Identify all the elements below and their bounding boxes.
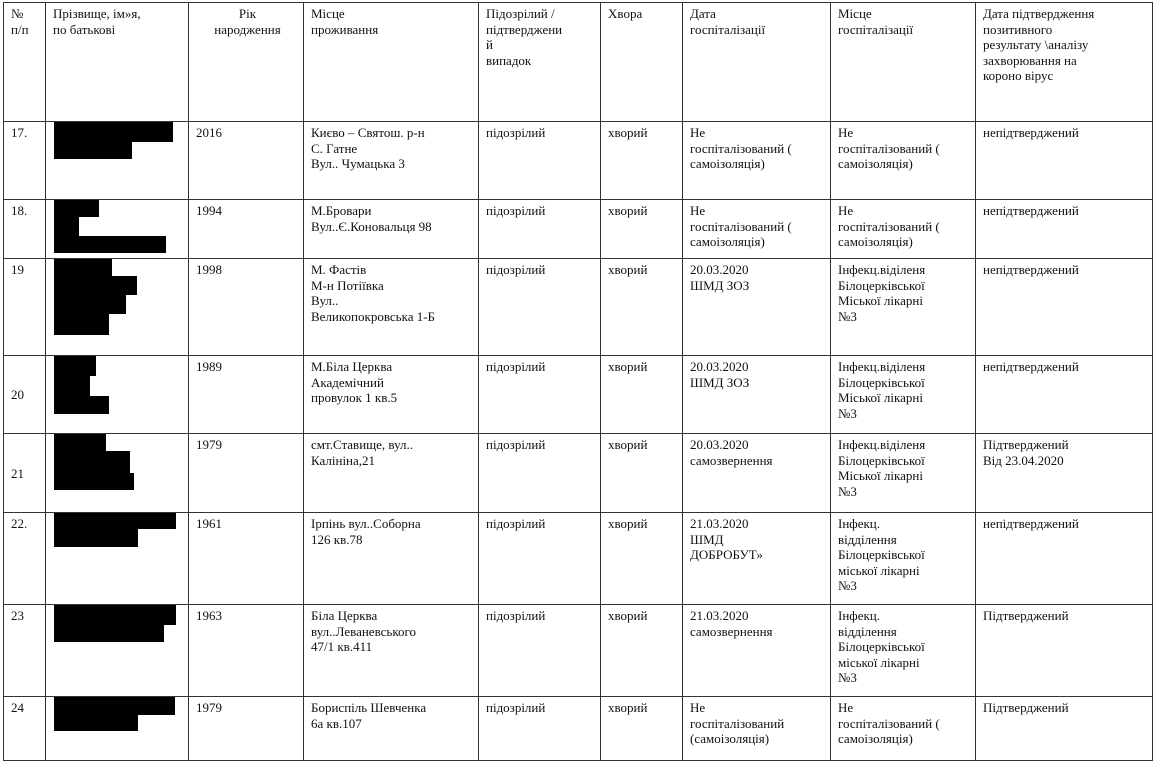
cell-suspect: [479, 605, 601, 697]
cell-sick: [601, 697, 683, 761]
row-number: 22.: [11, 516, 28, 531]
hosp-place-line: Інфекц.: [838, 516, 881, 531]
hosp-place-line: Не: [838, 203, 854, 218]
cell-name: [46, 200, 189, 259]
sick-value: хворий: [608, 203, 648, 218]
hosp-date-line: ДОБРОБУТ»: [690, 547, 763, 562]
residence-line: 6а кв.107: [311, 715, 362, 731]
year-value: 1961: [196, 516, 222, 531]
sick-value: хворий: [608, 359, 648, 374]
cell-sick: [601, 122, 683, 200]
cell-hosp-date: [683, 259, 831, 356]
cell-year: [189, 605, 304, 697]
header-text-line: Дата підтвердження: [983, 6, 1095, 21]
cell-name: [46, 434, 189, 513]
cell-residence: [304, 122, 479, 200]
cell-confirm: [976, 513, 1153, 605]
residence-line: Великопокровська 1-Б: [311, 308, 436, 324]
hosp-date-line: госпіталізований (: [690, 140, 792, 156]
cell-num: [4, 200, 46, 259]
cell-residence: [304, 513, 479, 605]
cell-hosp-place: [831, 434, 976, 513]
hosp-place-line: міської лікарні: [838, 562, 920, 578]
residence-line: Калініна,21: [311, 452, 376, 468]
sick-value: хворий: [608, 125, 648, 140]
hosp-place-line: госпіталізований (: [838, 140, 940, 156]
table-header-row: [4, 3, 1153, 122]
hosp-date-line: Не: [690, 125, 706, 140]
cell-confirm: [976, 200, 1153, 259]
cell-suspect: [479, 697, 601, 761]
suspect-value: підозрілий: [486, 262, 546, 277]
header-name: [46, 3, 189, 122]
cell-num: [4, 434, 46, 513]
cell-num: [4, 697, 46, 761]
cell-hosp-place: [831, 513, 976, 605]
hosp-place-line: Білоцерківської: [838, 452, 925, 468]
hosp-date-line: 20.03.2020: [690, 359, 749, 374]
header-text-line: випадок: [486, 52, 532, 68]
header-suspect: [479, 3, 601, 122]
cell-hosp-date: [683, 434, 831, 513]
hosp-place-line: Білоцерківської: [838, 277, 925, 293]
header-text-line: госпіталізації: [690, 21, 766, 37]
sick-value: хворий: [608, 437, 648, 452]
hosp-date-line: 21.03.2020: [690, 516, 749, 531]
header-text-line: Місце: [311, 6, 345, 21]
hosp-date-line: самоізоляція): [690, 156, 765, 171]
header-text-line: результату \аналізу: [983, 37, 1089, 52]
header-year: [189, 3, 304, 122]
cell-suspect: [479, 513, 601, 605]
header-text-line: госпіталізації: [838, 21, 914, 37]
cell-year: [189, 122, 304, 200]
suspect-value: підозрілий: [486, 203, 546, 218]
suspect-value: підозрілий: [486, 359, 546, 374]
cell-year: [189, 200, 304, 259]
redacted-name: [46, 122, 188, 199]
residence-line: Бориспіль Шевченка: [311, 700, 427, 715]
cell-suspect: [479, 434, 601, 513]
hosp-place-line: госпіталізований (: [838, 218, 940, 234]
confirm-line: Підтверджений: [983, 437, 1069, 452]
hosp-place-line: Інфекц.віділеня: [838, 262, 926, 277]
hosp-date-line: самозвернення: [690, 452, 773, 468]
cell-num: [4, 605, 46, 697]
cell-hosp-place: [831, 356, 976, 434]
header-num: [4, 3, 46, 122]
hosp-place-line: Інфекц.віділеня: [838, 437, 926, 452]
cell-hosp-date: [683, 356, 831, 434]
cell-residence: [304, 697, 479, 761]
year-value: 1989: [196, 359, 222, 374]
hosp-date-line: Не: [690, 203, 706, 218]
header-text-line: проживання: [311, 21, 379, 37]
hosp-place-line: №3: [838, 578, 857, 593]
residence-line: С. Гатне: [311, 140, 358, 156]
row-number: 23: [11, 608, 24, 623]
cell-year: [189, 356, 304, 434]
cell-residence: [304, 356, 479, 434]
table-row: [4, 434, 1153, 513]
hosp-place-line: Міської лікарні: [838, 293, 923, 308]
cell-suspect: [479, 200, 601, 259]
cell-hosp-date: [683, 513, 831, 605]
year-value: 1979: [196, 700, 222, 715]
sick-value: хворий: [608, 262, 648, 277]
header-sick: [601, 3, 683, 122]
redacted-name: [46, 356, 188, 433]
header-text-line: п/п: [11, 21, 29, 37]
sick-value: хворий: [608, 608, 648, 623]
year-value: 1994: [196, 203, 222, 218]
hosp-place-line: Білоцерківської: [838, 374, 925, 390]
hosp-date-line: 21.03.2020: [690, 608, 749, 623]
patients-table: [3, 2, 1153, 761]
cell-residence: [304, 259, 479, 356]
row-number: 21: [11, 465, 24, 481]
confirm-line: непідтверджений: [983, 516, 1079, 531]
cell-num: [4, 356, 46, 434]
header-text-line: Рік: [238, 6, 257, 21]
year-value: 1963: [196, 608, 222, 623]
cell-sick: [601, 513, 683, 605]
cell-residence: [304, 434, 479, 513]
suspect-value: підозрілий: [486, 125, 546, 140]
confirm-line: непідтверджений: [983, 125, 1079, 140]
residence-line: Вул..Є.Коновальця 98: [311, 218, 432, 234]
header-text-line: й: [486, 37, 493, 52]
cell-sick: [601, 434, 683, 513]
year-value: 1979: [196, 437, 222, 452]
residence-line: 126 кв.78: [311, 531, 363, 547]
hosp-place-line: Не: [838, 125, 854, 140]
residence-line: провулок 1 кв.5: [311, 390, 398, 405]
header-text-line: Хвора: [608, 6, 643, 21]
suspect-value: підозрілий: [486, 437, 546, 452]
hosp-date-line: ШМД ЗОЗ: [690, 277, 750, 293]
cell-confirm: [976, 605, 1153, 697]
cell-year: [189, 434, 304, 513]
header-text-line: захворювання на: [983, 52, 1077, 68]
table-row: [4, 122, 1153, 200]
header-text-line: Прізвище, ім»я,: [53, 6, 141, 21]
cell-confirm: [976, 356, 1153, 434]
hosp-date-line: самозвернення: [690, 623, 773, 639]
hosp-date-line: ШМД ЗОЗ: [690, 374, 750, 390]
cell-hosp-date: [683, 122, 831, 200]
cell-hosp-place: [831, 259, 976, 356]
hosp-place-line: №3: [838, 405, 857, 421]
redacted-name: [46, 697, 188, 760]
residence-line: Києво – Святош. р-н: [311, 125, 425, 140]
hosp-place-line: самоізоляція): [838, 731, 913, 746]
redacted-name: [46, 259, 188, 355]
cell-suspect: [479, 122, 601, 200]
residence-line: М-н Потіївка: [311, 277, 384, 293]
hosp-date-line: госпіталізований (: [690, 218, 792, 234]
cell-hosp-place: [831, 200, 976, 259]
cell-name: [46, 356, 189, 434]
header-text-line: по батькові: [53, 21, 116, 37]
confirm-line: Підтверджений: [983, 700, 1069, 715]
cell-sick: [601, 356, 683, 434]
table-row: [4, 697, 1153, 761]
residence-line: Вул.. Чумацька 3: [311, 156, 405, 171]
hosp-place-line: №3: [838, 308, 857, 324]
hosp-date-line: Не: [690, 700, 706, 715]
cell-hosp-place: [831, 605, 976, 697]
hosp-place-line: самоізоляція): [838, 234, 913, 249]
table-row: [4, 200, 1153, 259]
cell-sick: [601, 605, 683, 697]
cell-name: [46, 122, 189, 200]
header-text-line: короно вірус: [983, 68, 1054, 83]
cell-suspect: [479, 356, 601, 434]
hosp-place-line: №3: [838, 670, 857, 685]
residence-line: М. Фастів: [311, 262, 367, 277]
cell-residence: [304, 605, 479, 697]
hosp-place-line: Інфекц.віділеня: [838, 359, 926, 374]
header-text-line: №: [11, 6, 24, 21]
redacted-name: [46, 605, 188, 696]
residence-line: смт.Ставище, вул..: [311, 437, 414, 452]
table-row: [4, 605, 1153, 697]
residence-line: Ірпінь вул..Соборна: [311, 516, 421, 531]
residence-line: М.Бровари: [311, 203, 372, 218]
residence-line: Академічний: [311, 374, 384, 390]
hosp-place-line: відділення: [838, 623, 897, 639]
table-row: [4, 513, 1153, 605]
hosp-place-line: Міської лікарні: [838, 390, 923, 405]
sick-value: хворий: [608, 700, 648, 715]
residence-line: М.Біла Церква: [311, 359, 393, 374]
hosp-date-line: 20.03.2020: [690, 437, 749, 452]
cell-name: [46, 259, 189, 356]
cell-name: [46, 513, 189, 605]
confirm-line: непідтверджений: [983, 203, 1079, 218]
header-text-line: Дата: [690, 6, 716, 21]
redacted-name: [46, 513, 188, 604]
header-text-line: підтверджени: [486, 21, 563, 37]
cell-confirm: [976, 259, 1153, 356]
cell-hosp-place: [831, 122, 976, 200]
header-text-line: позитивного: [983, 21, 1053, 37]
cell-confirm: [976, 697, 1153, 761]
residence-line: 47/1 кв.411: [311, 639, 373, 654]
cell-hosp-date: [683, 605, 831, 697]
suspect-value: підозрілий: [486, 608, 546, 623]
cell-hosp-date: [683, 697, 831, 761]
confirm-line: непідтверджений: [983, 359, 1079, 374]
header-confirm: [976, 3, 1153, 122]
redacted-name: [46, 200, 188, 258]
hosp-place-line: Міської лікарні: [838, 468, 923, 483]
header-text-line: Місце: [838, 6, 872, 21]
year-value: 1998: [196, 262, 222, 277]
table-row: [4, 356, 1153, 434]
redacted-name: [46, 434, 188, 512]
cell-confirm: [976, 122, 1153, 200]
sick-value: хворий: [608, 516, 648, 531]
hosp-place-line: Інфекц.: [838, 608, 881, 623]
cell-year: [189, 513, 304, 605]
hosp-date-line: самоізоляція): [690, 234, 765, 249]
hosp-place-line: відділення: [838, 531, 897, 547]
hosp-date-line: ШМД: [690, 531, 724, 547]
header-hosp-date: [683, 3, 831, 122]
cell-hosp-date: [683, 200, 831, 259]
cell-sick: [601, 259, 683, 356]
hosp-date-line: 20.03.2020: [690, 262, 749, 277]
row-number: 19: [11, 262, 24, 277]
hosp-place-line: самоізоляція): [838, 156, 913, 171]
residence-line: Вул..: [311, 293, 339, 308]
cell-num: [4, 513, 46, 605]
cell-hosp-place: [831, 697, 976, 761]
row-number: 17.: [11, 125, 28, 140]
hosp-place-line: міської лікарні: [838, 654, 920, 670]
header-hosp-place: [831, 3, 976, 122]
cell-name: [46, 605, 189, 697]
table-row: [4, 259, 1153, 356]
row-number: 20: [11, 387, 24, 403]
hosp-date-line: (самоізоляція): [690, 731, 770, 746]
cell-residence: [304, 200, 479, 259]
suspect-value: підозрілий: [486, 516, 546, 531]
hosp-place-line: Білоцерківської: [838, 639, 925, 654]
cell-confirm: [976, 434, 1153, 513]
hosp-place-line: Білоцерківської: [838, 547, 925, 562]
residence-line: Біла Церква: [311, 608, 378, 623]
header-text-line: Підозрілий /: [486, 6, 555, 21]
hosp-place-line: госпіталізований (: [838, 715, 940, 731]
cell-year: [189, 259, 304, 356]
hosp-place-line: №3: [838, 483, 857, 499]
cell-suspect: [479, 259, 601, 356]
residence-line: вул..Леваневського: [311, 623, 416, 639]
cell-num: [4, 259, 46, 356]
row-number: 24: [11, 700, 24, 715]
hosp-date-line: госпіталізований: [690, 715, 785, 731]
header-residence: [304, 3, 479, 122]
confirm-line: непідтверджений: [983, 262, 1079, 277]
suspect-value: підозрілий: [486, 700, 546, 715]
cell-sick: [601, 200, 683, 259]
confirm-line: Від 23.04.2020: [983, 452, 1064, 468]
header-text-line: народження: [214, 21, 281, 37]
cell-year: [189, 697, 304, 761]
row-number: 18.: [11, 203, 28, 218]
cell-num: [4, 122, 46, 200]
hosp-place-line: Не: [838, 700, 854, 715]
confirm-line: Підтверджений: [983, 608, 1069, 623]
year-value: 2016: [196, 125, 222, 140]
cell-name: [46, 697, 189, 761]
